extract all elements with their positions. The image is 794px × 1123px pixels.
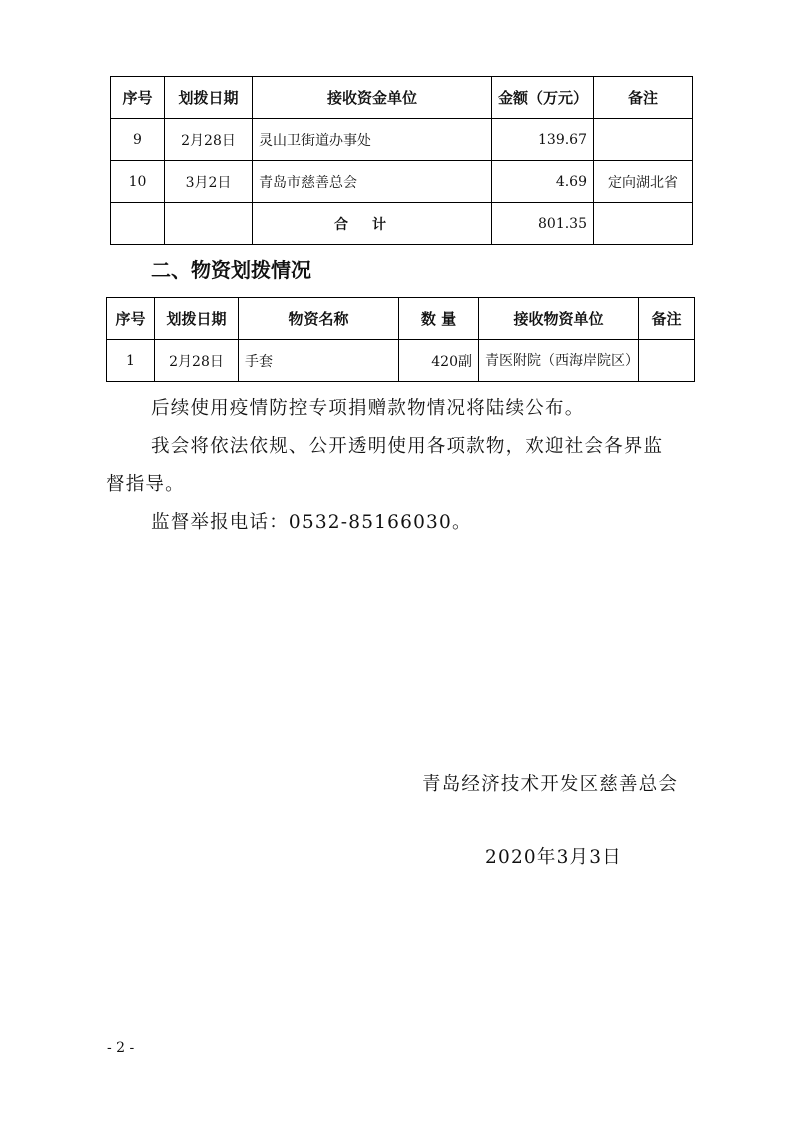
- cell-no: 1: [107, 340, 155, 382]
- total-label: 合计: [334, 216, 410, 233]
- col-header-note: 备注: [594, 77, 693, 119]
- cell-no: 9: [111, 119, 165, 161]
- cell-unit: 灵山卫街道办事处: [253, 119, 492, 161]
- cell-amount: 139.67: [492, 119, 594, 161]
- table-row: [107, 340, 695, 382]
- col-header-date: 划拨日期: [155, 298, 239, 340]
- col-header-unit: 接收资金单位: [253, 77, 492, 119]
- signature-date: 2020年3月3日: [485, 847, 622, 868]
- cell-unit: 青岛市慈善总会: [253, 161, 492, 203]
- col-header-no: 序号: [111, 77, 165, 119]
- paragraph-hotline: 监督举报电话：0532-85166030。: [151, 512, 472, 533]
- cell-note: [594, 119, 693, 161]
- col-header-qty: 数 量: [399, 298, 479, 340]
- cell-note: [639, 340, 695, 382]
- cell-name: 手套: [239, 340, 399, 382]
- col-header-note: 备注: [639, 298, 695, 340]
- signature-organization: 青岛经济技术开发区慈善总会: [422, 774, 679, 795]
- cell-empty: [165, 203, 253, 245]
- paragraph-commitment-line1: 我会将依法依规、公开透明使用各项款物，欢迎社会各界监: [151, 436, 664, 457]
- cell-date: 2月28日: [155, 340, 239, 382]
- table-header-row: [111, 77, 693, 119]
- section-heading: 二、物资划拨情况: [151, 258, 311, 282]
- material-allocation-table: [106, 297, 695, 382]
- cell-unit: 青医附院（西海岸院区）: [479, 340, 639, 382]
- table-row: [111, 161, 693, 203]
- total-row: [111, 203, 693, 245]
- cell-no: 10: [111, 161, 165, 203]
- col-header-name: 物资名称: [239, 298, 399, 340]
- paragraph-follow-up: 后续使用疫情防控专项捐赠款物情况将陆续公布。: [151, 398, 585, 419]
- col-header-date: 划拨日期: [165, 77, 253, 119]
- paragraph-commitment-line2: 督指导。: [106, 474, 185, 495]
- cell-empty: [111, 203, 165, 245]
- total-amount: 801.35: [492, 203, 594, 245]
- table-row: [111, 119, 693, 161]
- cell-date: 3月2日: [165, 161, 253, 203]
- page-number: - 2 -: [107, 1040, 135, 1056]
- table-header-row: [107, 298, 695, 340]
- cell-amount: 4.69: [492, 161, 594, 203]
- cell-empty: [594, 203, 693, 245]
- cell-note: 定向湖北省: [594, 161, 693, 203]
- col-header-unit: 接收物资单位: [479, 298, 639, 340]
- col-header-amount: 金额（万元）: [492, 77, 594, 119]
- col-header-no: 序号: [107, 298, 155, 340]
- cell-qty: 420副: [399, 340, 479, 382]
- fund-allocation-table: [110, 76, 693, 245]
- cell-date: 2月28日: [165, 119, 253, 161]
